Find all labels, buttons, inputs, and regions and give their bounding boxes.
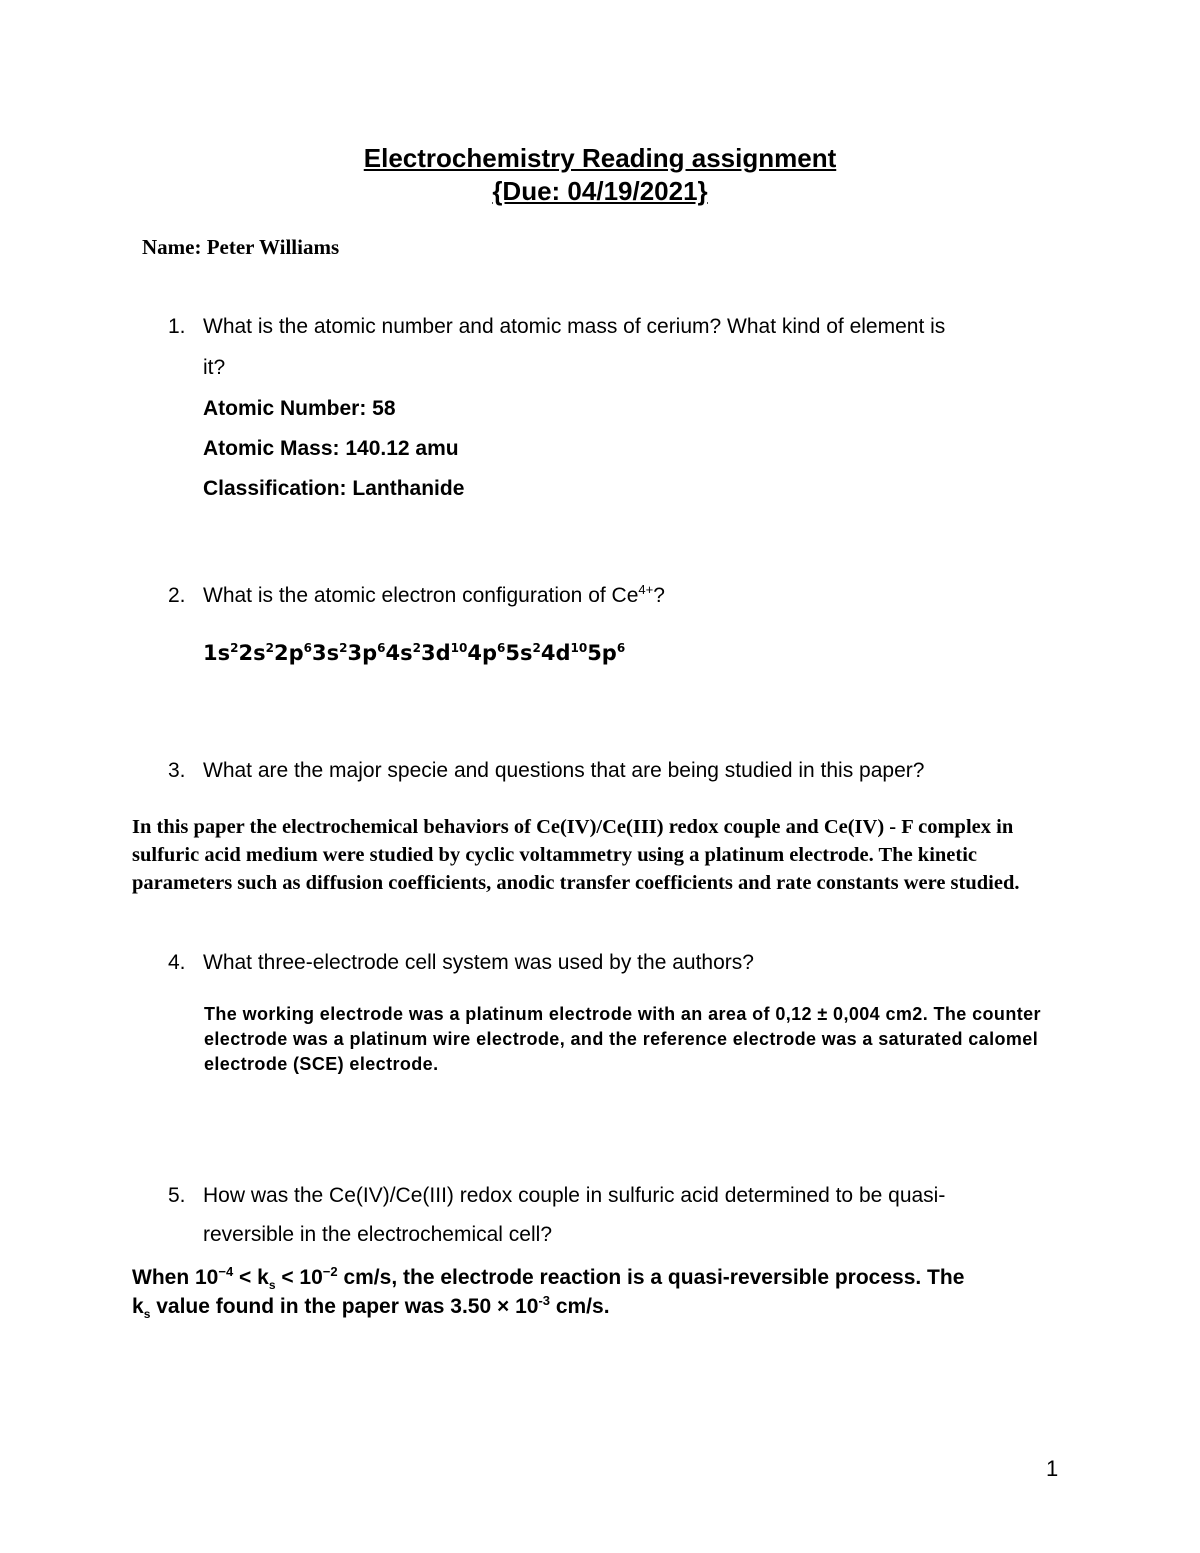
q3-number: 3. <box>168 759 186 782</box>
config-orbital: 3p <box>347 641 378 665</box>
config-electron-count: 10 <box>570 641 588 655</box>
q5-number: 5. <box>168 1184 186 1207</box>
q1-answer-classification: Classification: Lanthanide <box>203 477 465 500</box>
q5-answer-part: When 10 <box>132 1266 219 1289</box>
q1-text-line1: What is the atomic number and atomic mass of cerium? What kind of element is <box>203 315 946 338</box>
q5-answer-part: < 10 <box>275 1266 323 1289</box>
q2-text <box>203 584 665 608</box>
q5-answer-subscript: s <box>268 1278 276 1293</box>
q2-charge-superscript: 4+ <box>638 582 654 597</box>
q3-text: What are the major specie and questions that are being studied in this paper? <box>203 759 925 782</box>
q2-text-end: ? <box>653 584 665 607</box>
q5-answer-part: value found in the paper was 3.50 × 10 <box>150 1295 539 1318</box>
config-orbital: 2s <box>238 641 266 665</box>
page-number: 1 <box>1046 1456 1059 1481</box>
config-orbital: 2p <box>273 641 304 665</box>
config-orbital: 3s <box>311 641 340 665</box>
config-electron-count: 2 <box>339 641 348 655</box>
document-title: Electrochemistry Reading assignment <box>363 143 837 173</box>
config-orbital: 3d <box>420 641 451 665</box>
q4-number: 4. <box>168 951 186 974</box>
q5-answer-exponent: -3 <box>538 1293 550 1308</box>
config-orbital: 4p <box>467 641 497 665</box>
q3-answer: In this paper the electrochemical behaviors of Ce(IV)/Ce(III) redox couple and Ce(IV) - F complex in sulfuric acid medium were studied by cyclic voltammetry using a platinum electrode. The kinetic parameters such as diffusion coefficients, anodic transfer coefficients and rate constants were studied. <box>132 816 1020 894</box>
config-orbital: 4d <box>540 641 571 665</box>
q5-answer-exponent: −4 <box>218 1264 234 1279</box>
config-orbital: 5s <box>505 641 533 665</box>
q5-answer-part: cm/s, the electrode reaction is a quasi-reversible process. The <box>337 1266 965 1289</box>
q5-answer-subscript: s <box>143 1307 151 1322</box>
config-orbital: 5p <box>587 641 617 665</box>
q2-number: 2. <box>168 584 186 607</box>
q5-text-line2: reversible in the electrochemical cell? <box>203 1223 552 1246</box>
q1-number: 1. <box>168 315 186 338</box>
q5-answer-exponent: −2 <box>322 1264 338 1279</box>
config-electron-count: 6 <box>496 641 506 655</box>
q5-answer-part: cm/s. <box>550 1295 610 1318</box>
q5-answer <box>132 1263 1092 1321</box>
q1-answer-atomic-mass: Atomic Mass: 140.12 amu <box>203 437 459 460</box>
config-electron-count: 2 <box>265 641 274 655</box>
config-electron-count: 2 <box>532 641 541 655</box>
q1-answer-atomic-number: Atomic Number: 58 <box>203 397 396 420</box>
config-electron-count: 10 <box>450 641 468 655</box>
config-electron-count: 2 <box>412 641 421 655</box>
due-date: {Due: 04/19/2021} <box>492 176 708 206</box>
electron-configuration <box>203 641 625 665</box>
config-electron-count: 6 <box>303 641 312 655</box>
q5-answer-part: < k <box>233 1266 269 1289</box>
config-orbital: 4s <box>385 641 413 665</box>
q5-text-line1: How was the Ce(IV)/Ce(III) redox couple in sulfuric acid determined to be quasi- <box>203 1184 946 1207</box>
student-name: Name: Peter Williams <box>142 235 340 259</box>
config-orbital: 1s <box>203 641 231 665</box>
q2-text-main: What is the atomic electron configuration of Ce <box>203 584 639 607</box>
q4-answer: The working electrode was a platinum electrode with an area of 0,12 ± 0,004 cm2. The counter electrode was a platinum wire electrode, and the reference electrode was a saturated calomel electrode (SCE) electrode. <box>204 1004 1041 1074</box>
config-electron-count: 6 <box>616 641 626 655</box>
q4-text: What three-electrode cell system was used by the authors? <box>203 951 754 974</box>
q1-text-line2: it? <box>203 356 226 379</box>
config-electron-count: 6 <box>377 641 386 655</box>
q5-answer-part: k <box>132 1295 144 1318</box>
config-electron-count: 2 <box>230 641 239 655</box>
